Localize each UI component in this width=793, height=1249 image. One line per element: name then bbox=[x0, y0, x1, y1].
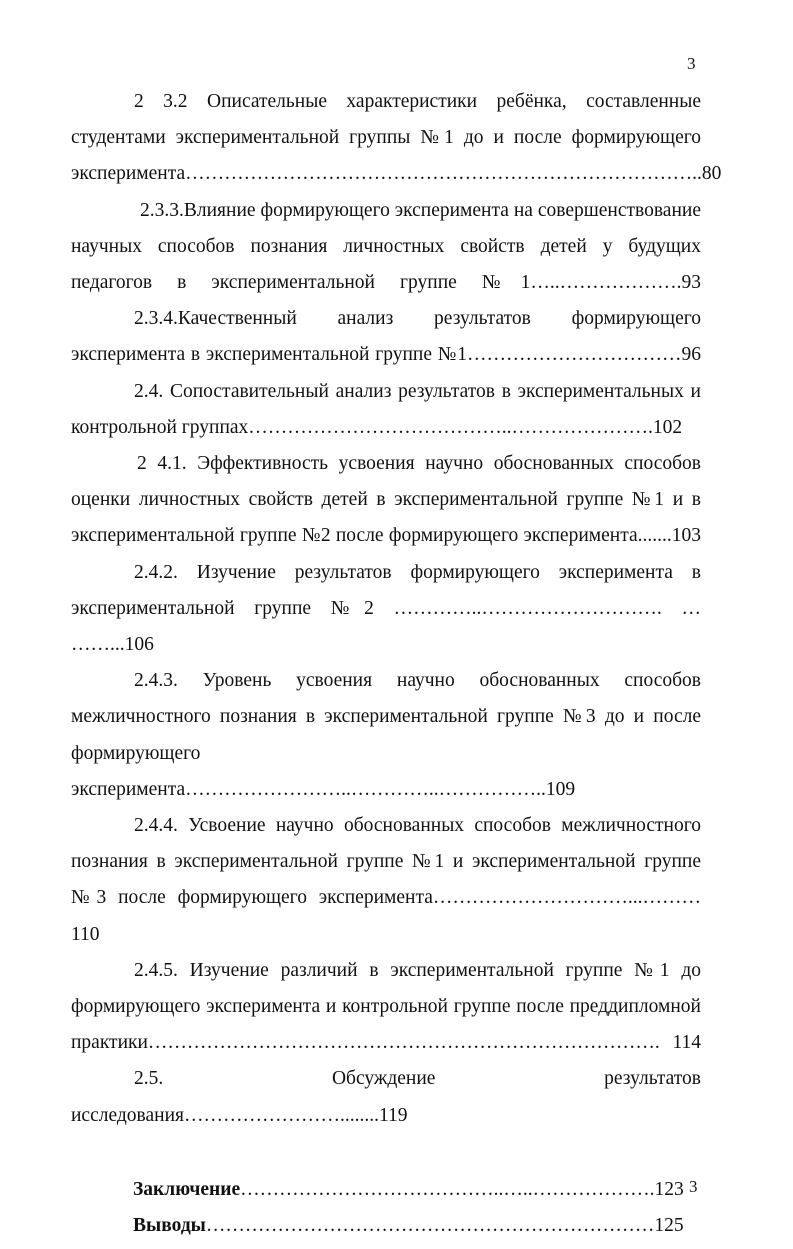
toc-entry-2-4-2: 2.4.2. Изучение результатов формирующего эксперимента в экспериментальной группе №2 …………..………………………. … ……...106 bbox=[71, 561, 701, 656]
toc-entry-2-3-3: 2.3.3.Влияние формирующего эксперимента на совершенствование научных способов познания личностных свойств детей у будущих педагогов в экспериментальной группе №1…..……………….93 bbox=[71, 199, 701, 294]
toc-entry-2-5: 2.5. Обсуждение результатов исследования……………………........119 bbox=[71, 1068, 701, 1126]
toc-entry-2-4-3: 2.4.3. Уровень усвоения научно обоснованных способов межличностного познания в экспериментальной группе №3 до и после формирующего эксперимента……………………..…………..……………..109 bbox=[71, 670, 701, 800]
page-number-top: 3 bbox=[687, 54, 696, 73]
toc-entry-2-3-2: 2 3.2 Описательные характеристики ребёнка, составленные студентами экспериментальной группы №1 до и после формирующего эксперимента……………………………………………………………………..80 bbox=[71, 91, 722, 185]
table-of-contents bbox=[71, 84, 722, 1244]
conclusion-page: 123 bbox=[654, 1178, 684, 1200]
conclusion-label: Заключение bbox=[133, 1178, 241, 1200]
findings-dots: …………………………………………………………… bbox=[205, 1215, 655, 1237]
toc-entry-2-4-1: 2 4.1. Эффективность усвоения научно обоснованных способов оценки личностных свойств детей в экспериментальной группе №1 и в экспериментальной группе №2 после формирующего эксперимента.......103 bbox=[71, 453, 701, 547]
toc-entry-findings bbox=[71, 1208, 684, 1244]
findings-label: Выводы bbox=[133, 1215, 206, 1237]
toc-entry-conclusion bbox=[71, 1172, 684, 1208]
toc-entry-2-3-4: 2.3.4.Качественный анализ результатов формирующего эксперимента в экспериментальной группе №1……………………………96 bbox=[71, 308, 701, 366]
section-gap bbox=[71, 1134, 701, 1172]
conclusion-dots: …………………………………..…..………………. bbox=[240, 1178, 655, 1200]
toc-entry-2-4: 2.4. Сопоставительный анализ результатов в экспериментальных и контрольной группах…………………………………..………………….102 bbox=[71, 380, 701, 438]
page-number-bottom: 3 bbox=[689, 1177, 698, 1196]
findings-page: 125 bbox=[654, 1215, 684, 1237]
toc-entry-2-4-4: 2.4.4. Усвоение научно обоснованных способов межличностного познания в экспериментальной группе №1 и экспериментальной группе №3 после формирующего эксперимента…………………………...………110 bbox=[71, 815, 701, 945]
toc-entry-2-4-5: 2.4.5. Изучение различий в экспериментальной группе №1 до формирующего эксперимента и контрольной группе после преддипломной практики……………………………………………………………………. 114 bbox=[71, 959, 701, 1054]
